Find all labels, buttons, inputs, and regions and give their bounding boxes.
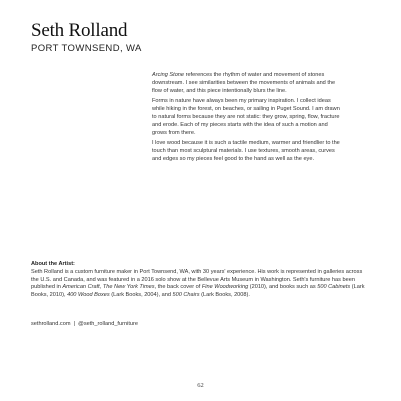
about-bio	[31, 269, 371, 300]
book-title: 500 Chairs	[172, 292, 200, 299]
bio-text: (Lark Books, 2008).	[199, 292, 250, 299]
page-number: 62	[197, 382, 204, 389]
artwork-title: Arcing Stone	[152, 72, 185, 78]
statement-text: references the rhythm of water and movement of stones downstream. I see similarities between the movements of animals and the flow of water, and this piece intentionally blurs the line.	[152, 72, 336, 94]
bio-text: (Lark Books, 2010),	[31, 284, 365, 299]
about-the-artist	[31, 261, 371, 300]
artist-statement	[152, 72, 342, 167]
artist-name: Seth Rolland	[31, 20, 128, 41]
publication-title: Fine Woodworking	[201, 284, 249, 291]
bio-text: (Lark Books, 2004), and	[109, 292, 173, 299]
bio-text: (2010), and books such as	[248, 284, 318, 291]
statement-paragraph-1	[152, 72, 342, 95]
book-title: 400 Wood Boxes	[67, 292, 110, 299]
bio-text: , the back cover of	[154, 284, 202, 291]
book-title: 500 Cabinets	[317, 284, 351, 291]
statement-paragraph-3: I love wood because it is such a tactile medium, warmer and friendlier to the touch than most sculptural materials. I use textures, smooth areas, curves and edges so my pieces feel good to the hand as well as the eye.	[152, 140, 340, 162]
artist-location: PORT TOWNSEND, WA	[31, 43, 142, 54]
statement-paragraph-2: Forms in nature have always been my primary inspiration. I collect ideas while hiking in the forest, on beaches, or sailing in Puget Sound. I am drawn to natural forms because they are not static: they grow, spring, flow, fracture and erode. Each of my pieces starts with the idea of such a motion and grows from there.	[152, 98, 340, 136]
social-handle-link[interactable]: @seth_rolland_furniture	[78, 321, 138, 327]
about-heading: About the Artist:	[31, 261, 75, 267]
website-link[interactable]: sethrolland.com	[31, 321, 71, 327]
link-separator: |	[73, 321, 76, 327]
publication-title: American Craft, The New York Times	[62, 284, 155, 291]
bio-text: Seth Rolland is a custom furniture maker in Port Townsend, WA, with 30 years' experience. His work is represented in galleries across the U.S. and Canada, and was featured in a 2016 solo show at the Bellevue Arts Museum in Washington. Seth's furniture has been published in	[31, 268, 363, 291]
contact-links	[31, 321, 138, 328]
